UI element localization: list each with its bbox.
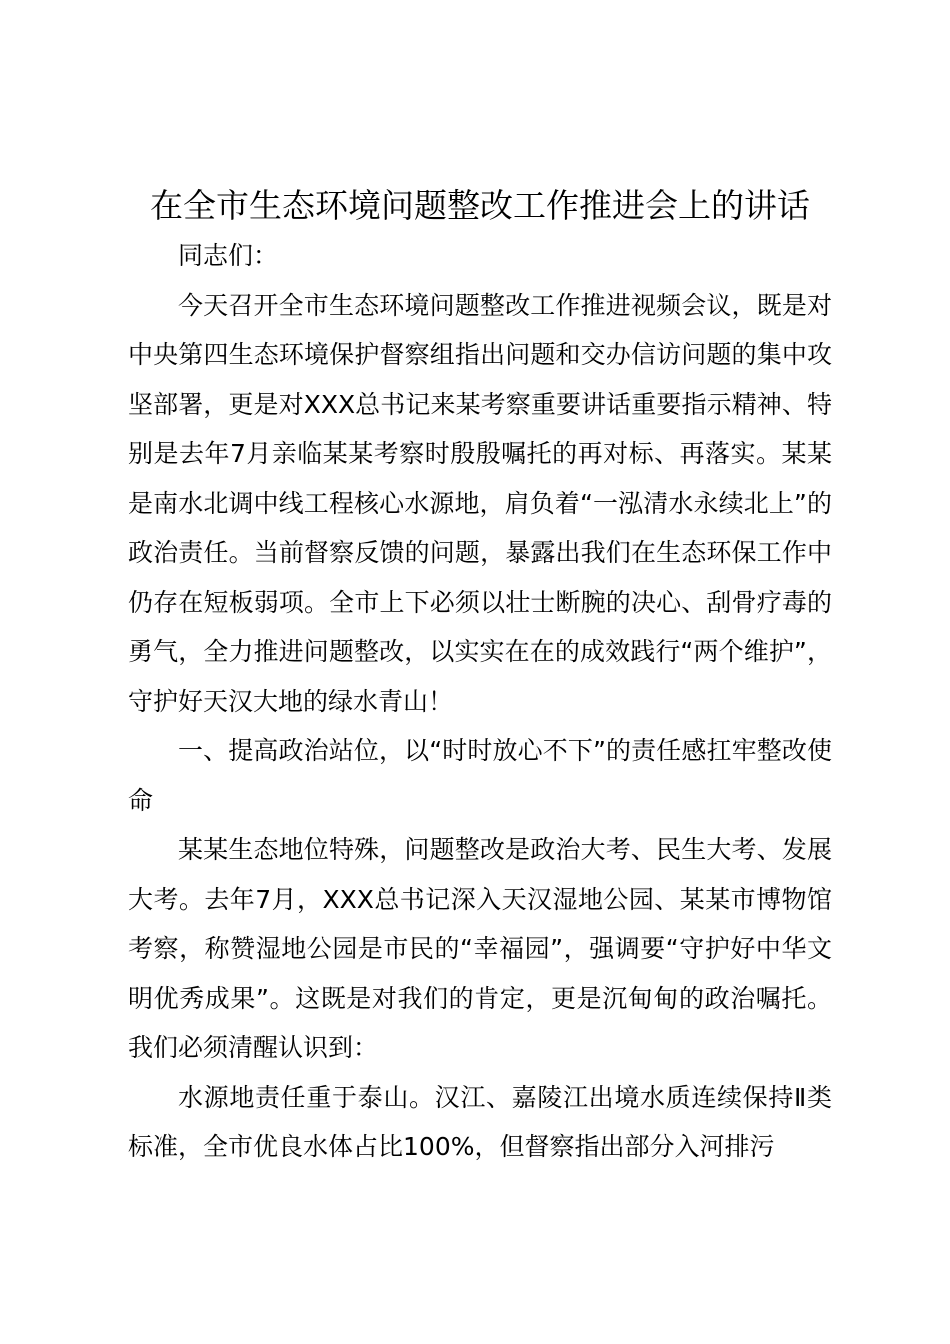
section-heading: 一、提高政治站位，以“时时放心不下”的责任感扛牢整改使命 xyxy=(128,736,832,815)
body-paragraph: 今天召开全市生态环境问题整改工作推进视频会议，既是对中央第四生态环境保护督察组指出问题和交办信访问题的集中攻坚部署，更是对XXX总书记来某考察重要讲话重要指示精神、特别是去年7月亲临某某考察时殷殷嘱托的再对标、再落实。某某是南水北调中线工程核心水源地，肩负着“一泓清水永续北上”的政治责任。当前督察反馈的问题，暴露出我们在生态环保工作中仍存在短板弱项。全市上下必须以壮士断腕的决心、刮骨疗毒的勇气，全力推进问题整改，以实实在在的成效践行“两个维护”，守护好天汉大地的绿水青山！ xyxy=(128,290,832,716)
body-paragraph: 水源地责任重于泰山。汉江、嘉陵江出境水质连续保持Ⅱ类标准，全市优良水体占比100%，但督察指出部分入河排污 xyxy=(128,1082,832,1161)
salutation-paragraph: 同志们： xyxy=(178,241,279,270)
document-body xyxy=(128,231,832,1172)
document-title: 在全市生态环境问题整改工作推进会上的讲话 xyxy=(150,186,810,225)
body-paragraph: 某某生态地位特殊，问题整改是政治大考、民生大考、发展大考。去年7月，XXX总书记深入天汉湿地公园、某某市博物馆考察，称赞湿地公园是市民的“幸福园”，强调要“守护好中华文明优秀成果”。这既是对我们的肯定，更是沉甸甸的政治嘱托。我们必须清醒认识到： xyxy=(128,835,832,1062)
